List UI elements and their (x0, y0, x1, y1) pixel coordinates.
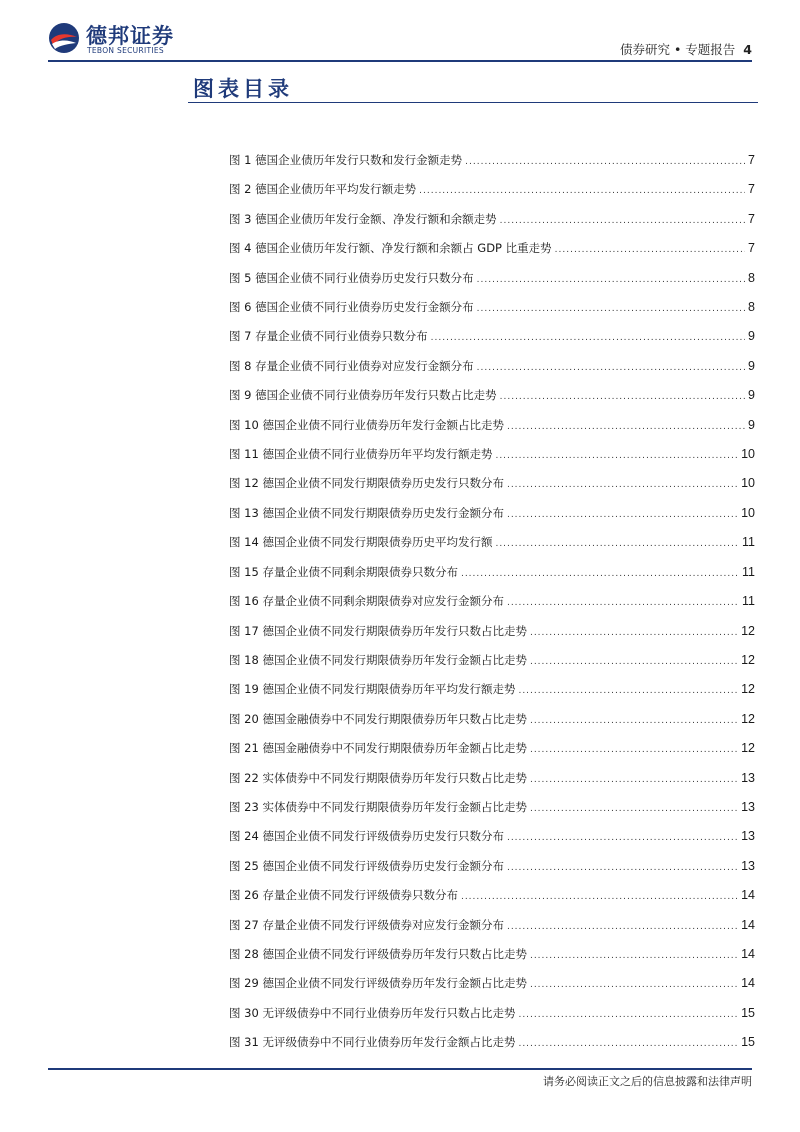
toc-entry[interactable] (229, 146, 755, 175)
toc-entry-page: 7 (748, 241, 755, 256)
toc-leader-dots (507, 913, 738, 942)
toc-leader-dots (507, 824, 738, 853)
toc-entry-page: 12 (741, 652, 755, 667)
toc-entry-label: 图 2 德国企业债历年平均发行额走势 (229, 182, 417, 197)
toc-entry[interactable] (229, 381, 755, 410)
toc-entry[interactable] (229, 411, 755, 440)
toc-entry-label: 图 4 德国企业债历年发行额、净发行额和余额占 GDP 比重走势 (229, 241, 552, 256)
toc-entry-label: 图 30 无评级债券中不同行业债券历年发行只数占比走势 (229, 1005, 516, 1020)
header-divider (48, 60, 752, 62)
toc-leader-dots (477, 266, 745, 295)
toc-leader-dots (461, 883, 738, 912)
toc-leader-dots (507, 589, 739, 618)
toc-entry[interactable] (229, 587, 755, 616)
toc-entry[interactable] (229, 675, 755, 704)
toc-leader-dots (461, 560, 739, 589)
toc-entry-page: 7 (748, 182, 755, 197)
toc-entry-page: 13 (741, 799, 755, 814)
toc-entry-label: 图 8 存量企业债不同行业债券对应发行金额分布 (229, 358, 474, 373)
company-logo (48, 20, 188, 60)
toc-entry[interactable] (229, 822, 755, 851)
toc-entry[interactable] (229, 793, 755, 822)
toc-entry-page: 14 (741, 946, 755, 961)
toc-entry-label: 图 15 存量企业债不同剩余期限债券只数分布 (229, 564, 458, 579)
toc-entry-label: 图 7 存量企业债不同行业债券只数分布 (229, 329, 428, 344)
toc-entry[interactable] (229, 734, 755, 763)
toc-leader-dots (530, 707, 738, 736)
toc-entry-label: 图 22 实体债券中不同发行期限债券历年发行只数占比走势 (229, 770, 527, 785)
toc-entry-label: 图 13 德国企业债不同发行期限债券历史发行金额分布 (229, 505, 504, 520)
toc-entry-page: 12 (741, 711, 755, 726)
toc-entry[interactable] (229, 528, 755, 557)
toc-entry-page: 8 (748, 270, 755, 285)
page-number: 4 (743, 42, 752, 57)
toc-entry[interactable] (229, 440, 755, 469)
toc-entry-label: 图 23 实体债券中不同发行期限债券历年发行金额占比走势 (229, 799, 527, 814)
footer-disclaimer: 请务必阅读正文之后的信息披露和法律声明 (543, 1075, 752, 1088)
toc-leader-dots (507, 413, 745, 442)
toc-entry-page: 12 (741, 682, 755, 697)
toc-entry-label: 图 26 存量企业债不同发行评级债券只数分布 (229, 888, 458, 903)
toc-entry-label: 图 24 德国企业债不同发行评级债券历史发行只数分布 (229, 829, 504, 844)
toc-entry-label: 图 11 德国企业债不同行业债券历年平均发行额走势 (229, 447, 493, 462)
toc-entry-label: 图 6 德国企业债不同行业债券历史发行金额分布 (229, 300, 474, 315)
toc-entry[interactable] (229, 881, 755, 910)
toc-entry-label: 图 25 德国企业债不同发行评级债券历史发行金额分布 (229, 858, 504, 873)
toc-entry-label: 图 29 德国企业债不同发行评级债券历年发行金额占比走势 (229, 976, 527, 991)
toc-entry-page: 9 (748, 388, 755, 403)
section-title: 图表目录 (193, 77, 293, 101)
toc-entry-page: 9 (748, 329, 755, 344)
toc-entry-page: 9 (748, 417, 755, 432)
toc-leader-dots (555, 236, 745, 265)
figure-index-list (229, 146, 755, 1058)
toc-entry[interactable] (229, 1028, 755, 1057)
toc-leader-dots (530, 648, 738, 677)
toc-entry-page: 10 (741, 476, 755, 491)
toc-entry-label: 图 17 德国企业债不同发行期限债券历年发行只数占比走势 (229, 623, 527, 638)
toc-entry[interactable] (229, 852, 755, 881)
toc-entry-page: 10 (741, 505, 755, 520)
report-type: 债券研究 • 专题报告 (619, 42, 736, 57)
toc-entry[interactable] (229, 911, 755, 940)
toc-entry-label: 图 5 德国企业债不同行业债券历史发行只数分布 (229, 270, 474, 285)
toc-entry-label: 图 9 德国企业债不同行业债券历年发行只数占比走势 (229, 388, 497, 403)
toc-entry-label: 图 27 存量企业债不同发行评级债券对应发行金额分布 (229, 917, 504, 932)
toc-entry-page: 15 (741, 1005, 755, 1020)
toc-entry-label: 图 28 德国企业债不同发行评级债券历年发行只数占比走势 (229, 946, 527, 961)
toc-entry-page: 12 (741, 741, 755, 756)
toc-entry-page: 15 (741, 1035, 755, 1050)
toc-leader-dots (530, 795, 738, 824)
toc-entry[interactable] (229, 969, 755, 998)
toc-leader-dots (530, 971, 738, 1000)
toc-leader-dots (477, 354, 745, 383)
toc-leader-dots (518, 1001, 738, 1030)
toc-leader-dots (477, 295, 745, 324)
toc-entry-label: 图 21 德国金融债券中不同发行期限债券历年金额占比走势 (229, 741, 527, 756)
toc-entry[interactable] (229, 617, 755, 646)
toc-entry[interactable] (229, 205, 755, 234)
toc-entry-label: 图 31 无评级债券中不同行业债券历年发行金额占比走势 (229, 1035, 516, 1050)
toc-leader-dots (530, 736, 738, 765)
toc-leader-dots (530, 619, 738, 648)
toc-entry[interactable] (229, 264, 755, 293)
toc-entry-label: 图 16 存量企业债不同剩余期限债券对应发行金额分布 (229, 594, 504, 609)
toc-entry-label: 图 10 德国企业债不同行业债券历年发行金额占比走势 (229, 417, 504, 432)
toc-entry[interactable] (229, 234, 755, 263)
toc-leader-dots (530, 766, 738, 795)
footer-divider (48, 1068, 752, 1070)
toc-leader-dots (465, 148, 745, 177)
toc-entry[interactable] (229, 293, 755, 322)
logo-chinese-name: 德邦证券 (86, 24, 174, 48)
toc-leader-dots (431, 324, 745, 353)
toc-entry-label: 图 19 德国企业债不同发行期限债券历年平均发行额走势 (229, 682, 516, 697)
toc-leader-dots (495, 530, 739, 559)
toc-leader-dots (495, 442, 738, 471)
toc-leader-dots (507, 471, 738, 500)
toc-entry-page: 14 (741, 976, 755, 991)
toc-entry-page: 8 (748, 300, 755, 315)
toc-entry-page: 14 (741, 917, 755, 932)
toc-leader-dots (507, 854, 738, 883)
toc-entry-label: 图 18 德国企业债不同发行期限债券历年发行金额占比走势 (229, 652, 527, 667)
toc-entry-label: 图 3 德国企业债历年发行金额、净发行额和余额走势 (229, 211, 497, 226)
toc-entry[interactable] (229, 175, 755, 204)
toc-entry[interactable] (229, 940, 755, 969)
toc-entry[interactable] (229, 499, 755, 528)
toc-leader-dots (530, 942, 738, 971)
toc-entry[interactable] (229, 352, 755, 381)
toc-entry-label: 图 12 德国企业债不同发行期限债券历史发行只数分布 (229, 476, 504, 491)
toc-leader-dots (518, 1030, 738, 1059)
toc-entry[interactable] (229, 646, 755, 675)
section-title-underline (188, 102, 758, 103)
toc-entry-page: 14 (741, 888, 755, 903)
toc-entry-label: 图 20 德国金融债券中不同发行期限债券历年只数占比走势 (229, 711, 527, 726)
toc-entry[interactable] (229, 469, 755, 498)
toc-entry-page: 13 (741, 858, 755, 873)
toc-entry-page: 11 (742, 594, 755, 609)
toc-entry[interactable] (229, 322, 755, 351)
toc-leader-dots (500, 207, 745, 236)
toc-entry-page: 13 (741, 829, 755, 844)
toc-entry-page: 9 (748, 358, 755, 373)
report-header (620, 40, 752, 58)
toc-entry-page: 11 (742, 564, 755, 579)
toc-entry-page: 13 (741, 770, 755, 785)
tebon-logo-icon (48, 22, 80, 54)
toc-entry-page: 7 (748, 211, 755, 226)
toc-leader-dots (518, 677, 738, 706)
toc-entry-label: 图 1 德国企业债历年发行只数和发行金额走势 (229, 153, 463, 167)
toc-entry[interactable] (229, 558, 755, 587)
toc-entry-page: 7 (748, 153, 755, 167)
toc-entry-page: 11 (742, 535, 755, 550)
toc-entry[interactable] (229, 999, 755, 1028)
toc-leader-dots (507, 501, 738, 530)
logo-english-name: TEBON SECURITIES (87, 46, 164, 55)
toc-entry-page: 10 (741, 447, 755, 462)
toc-entry-label: 图 14 德国企业债不同发行期限债券历史平均发行额 (229, 535, 493, 550)
toc-leader-dots (419, 177, 745, 206)
toc-entry[interactable] (229, 705, 755, 734)
toc-entry[interactable] (229, 764, 755, 793)
toc-entry-page: 12 (741, 623, 755, 638)
toc-leader-dots (500, 383, 745, 412)
